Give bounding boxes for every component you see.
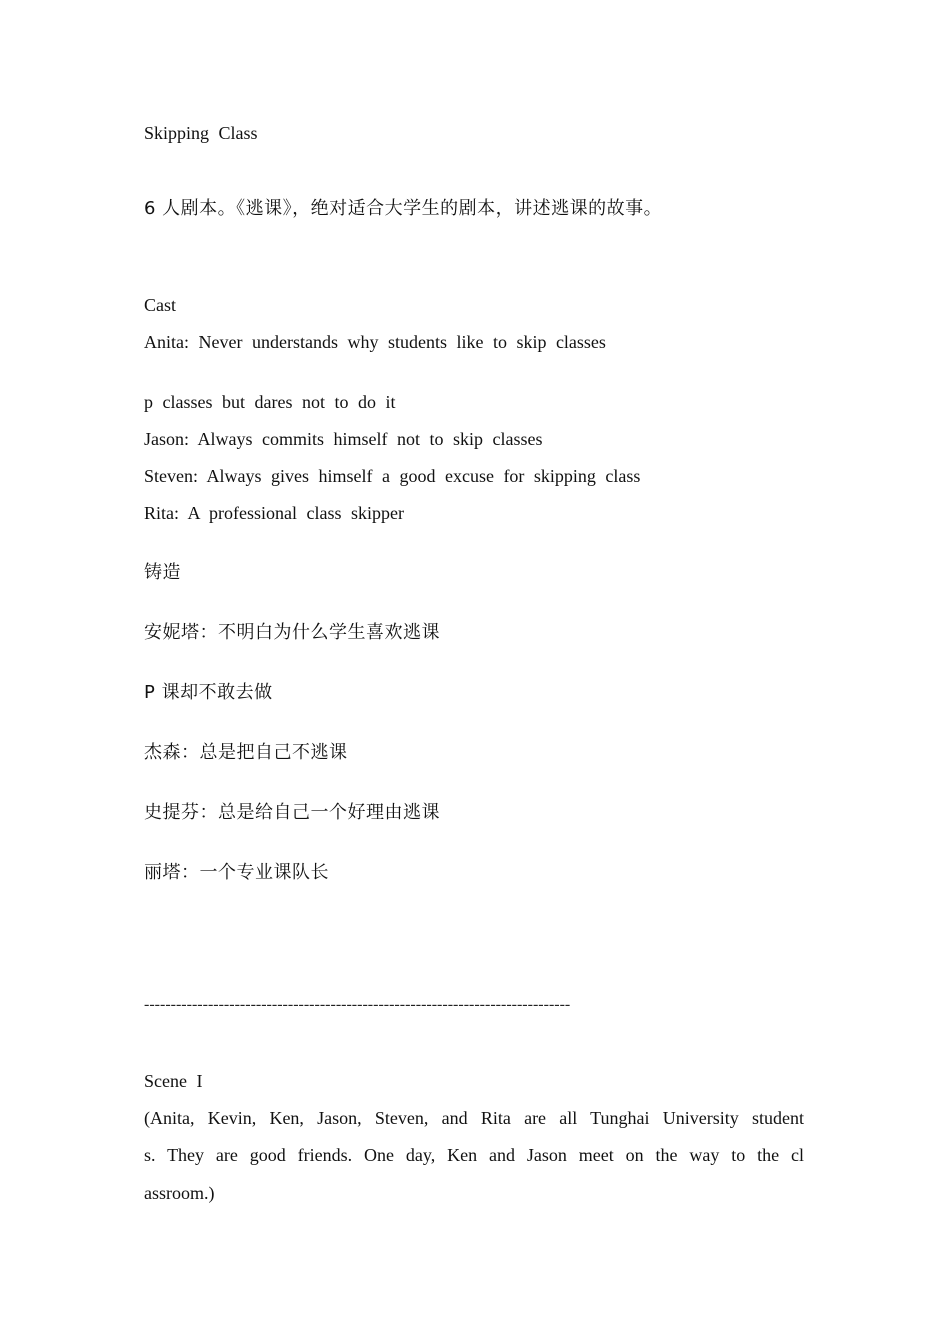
document-title: Skipping Class (144, 123, 258, 143)
cast-zh-line-anita: 安妮塔：不明白为什么学生喜欢逃课 (144, 622, 440, 643)
cast-zh-heading: 铸造 (144, 562, 181, 583)
cast-line-anita: Anita: Never understands why students like to skip classes (144, 332, 606, 352)
cast-zh-line-rita: 丽塔：一个专业课队长 (144, 862, 329, 883)
scene-text-line-1: (Anita, Kevin, Ken, Jason, Steven, and Rita are all Tunghai University student (144, 1108, 804, 1128)
cast-heading: Cast (144, 295, 177, 315)
scene-text-line-2: s. They are good friends. One day, Ken and Jason meet on the way to the cl (144, 1145, 804, 1165)
scene-text-line-3: assroom.) (144, 1183, 215, 1203)
cast-zh-line-steven: 史提芬：总是给自己一个好理由逃课 (144, 802, 440, 823)
intro-text: 6 人剧本。《逃课》，绝对适合大学生的剧本，讲述逃课的故事。 (144, 198, 663, 219)
cast-zh-line-fragment: P 课却不敢去做 (144, 682, 273, 703)
section-divider: -------------------------------------------------------------------------------- (144, 996, 571, 1013)
cast-line-steven: Steven: Always gives himself a good excuse for skipping class (144, 466, 641, 486)
scene-heading: Scene I (144, 1071, 203, 1091)
cast-line-rita: Rita: A professional class skipper (144, 503, 404, 523)
cast-zh-line-jason: 杰森：总是把自己不逃课 (144, 742, 348, 763)
cast-line-jason: Jason: Always commits himself not to skip classes (144, 429, 543, 449)
cast-line-fragment: p classes but dares not to do it (144, 392, 396, 412)
